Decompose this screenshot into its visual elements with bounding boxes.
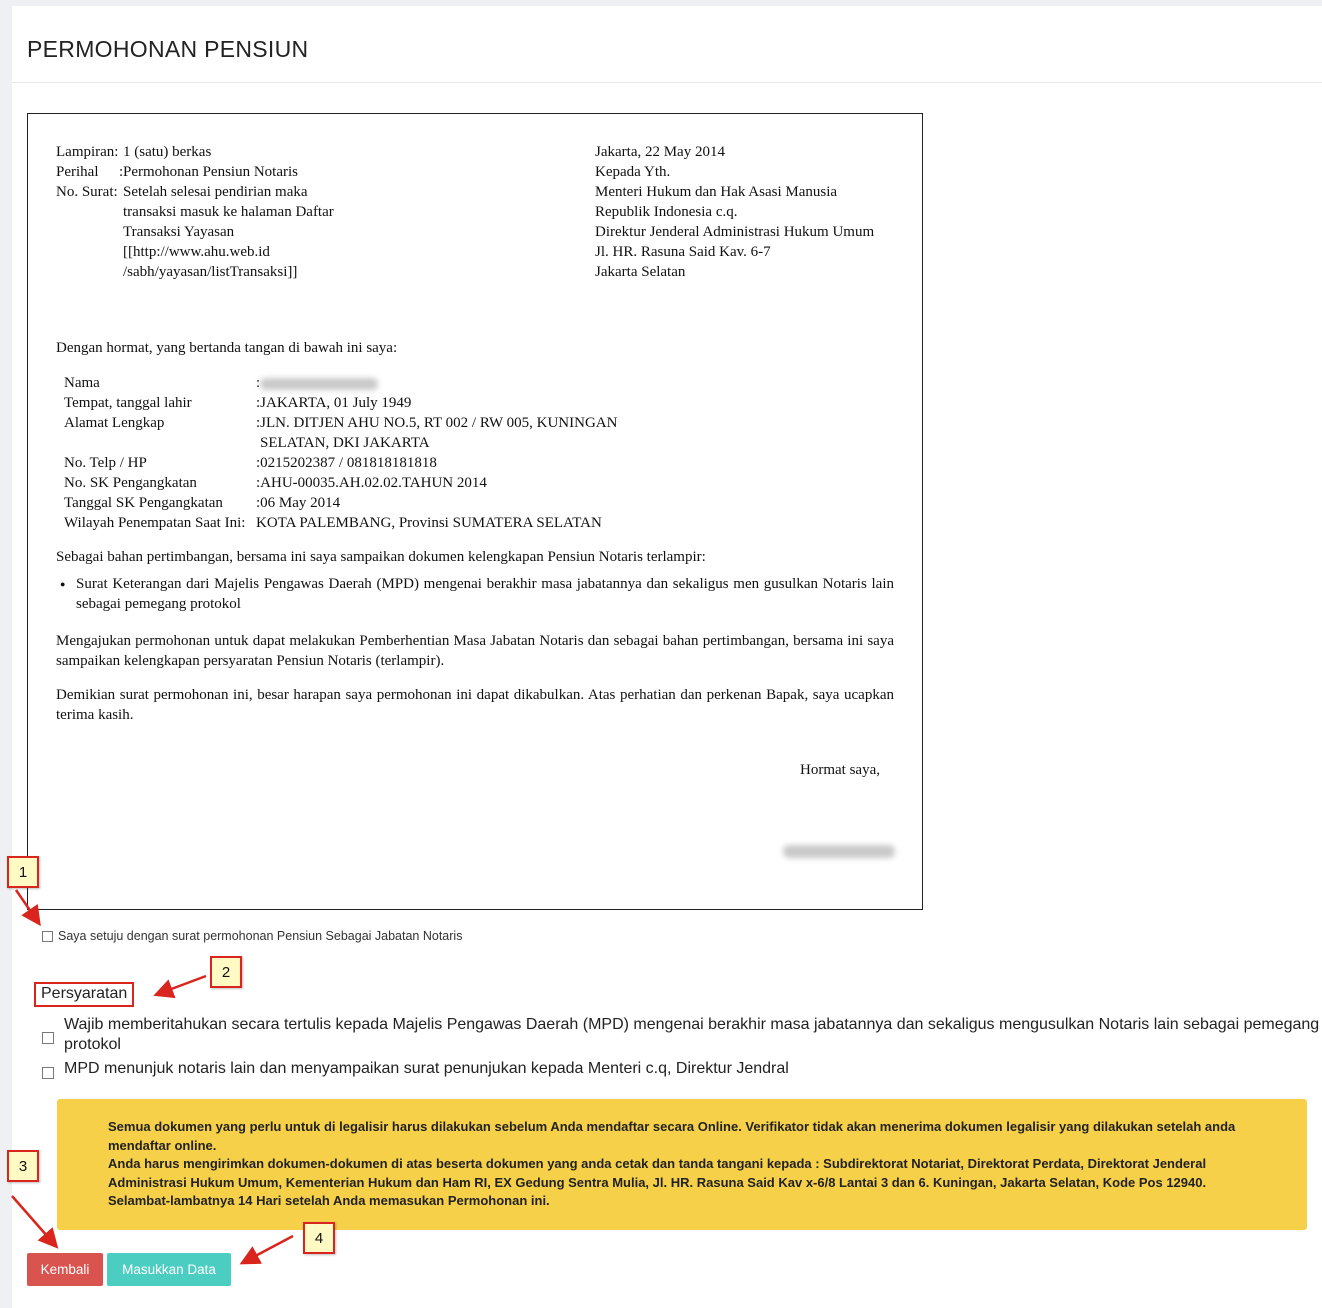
callout-2: 2 <box>210 956 242 988</box>
requirement-item-1[interactable]: Wajib memberitahukan secara tertulis kepada Majelis Pengawas Daerah (MPD) mengenai berakhir masa jabatannya dan sekaligus mengusulkan Notaris lain sebagai pemegang protokol <box>42 1015 1322 1055</box>
notice-box <box>57 1099 1307 1230</box>
back-button[interactable]: Kembali <box>27 1253 103 1286</box>
letter-greeting: Dengan hormat, yang bertanda tangan di bawah ini saya: <box>56 340 398 356</box>
title-divider <box>12 82 1322 83</box>
letter-recipient: Jakarta, 22 May 2014 Kepada Yth. Menteri Hukum dan Hak Asasi Manusia Republik Indonesia c.q. Direktur Jenderal Administrasi Hukum Umum Jl. HR. Rasuna Said Kav. 6-7 Jakarta Selatan <box>595 142 915 282</box>
notice-line-3: Selambat-lambatnya 14 Hari setelah Anda memasukan Permohonan ini. <box>108 1193 550 1208</box>
callout-1: 1 <box>7 856 39 888</box>
requirement-checkbox-1[interactable] <box>42 1032 54 1044</box>
notice-line-1: Semua dokumen yang perlu untuk di legalisir harus dilakukan sebelum Anda mendaftar secara Online. Verifikator tidak akan menerima dokumen legalisir yang dilakukan setelah anda mendaftar online. <box>108 1119 1236 1153</box>
agree-label: Saya setuju dengan surat permohonan Pensiun Sebagai Jabatan Notaris <box>58 929 463 943</box>
letter-consideration: Sebagai bahan pertimbangan, bersama ini saya sampaikan dokumen kelengkapan Pensiun Notaris terlampir: <box>56 549 706 565</box>
requirement-item-2[interactable]: MPD menunjuk notaris lain dan menyampaikan surat penunjukan kepada Menteri c.q, Direktur Jendral <box>42 1059 1242 1079</box>
meta-perihal: Perihal : Permohonan Pensiun Notaris <box>56 164 298 180</box>
requirement-checkbox-2[interactable] <box>42 1067 54 1079</box>
callout-4: 4 <box>303 1222 335 1254</box>
letter-bullet: ● Surat Keterangan dari Majelis Pengawas Daerah (MPD) mengenai berakhir masa jabatannya dan sekaligus men gusulkan Notaris lain sebagai pemegang protokol <box>56 574 894 614</box>
letter-meta: Lampiran: 1 (satu) berkas Perihal : Permohonan Pensiun Notaris No. Surat: Setelah selesai pendirian maka transaksi masuk ke halaman Daftar Transaksi Yayasan [[http://www.ahu.web.id /sabh/yayasan/listTransaksi]] <box>56 142 376 282</box>
redacted-name <box>260 378 378 390</box>
agree-checkbox-row[interactable] <box>42 929 462 943</box>
meta-no-surat: No. Surat: Setelah selesai pendirian maka <box>56 184 308 200</box>
detail-nama: Nama : <box>64 373 664 393</box>
agree-checkbox[interactable] <box>42 931 53 942</box>
page-title: PERMOHONAN PENSIUN <box>27 36 309 62</box>
letter-details: Nama : Tempat, tanggal lahir :JAKARTA, 01 July 1949 Alamat Lengkap :JLN. DITJEN AHU NO.5, RT 002 / RW 005, KUNINGAN SELATAN, DKI JAKARTA No. Telp / HP :0215202387 / 081818181818 No. SK Pengangkatan :AHU-00035.AH.02.02.TAHUN 2014 Tanggal SK Pengangkatan :06 May 2014 Wilayah Penempatan Saat Ini: KOTA PALEMBANG, Provinsi SUMATERA SELATAN <box>64 373 664 533</box>
redacted-signature-name <box>783 845 895 858</box>
letter-paragraph-1: Mengajukan permohonan untuk dapat melakukan Pemberhentian Masa Jabatan Notaris dan sebagai bahan pertimbangan, bersama ini saya sampaikan kelengkapan persyaratan Pensiun Notaris (terlampir). <box>56 633 894 669</box>
submit-data-button[interactable]: Masukkan Data <box>107 1253 231 1286</box>
letter-paragraph-2: Demikian surat permohonan ini, besar harapan saya permohonan ini dapat dikabulkan. Atas perhatian dan perkenan Bapak, saya ucapkan terima kasih. <box>56 687 894 723</box>
meta-lampiran: Lampiran: 1 (satu) berkas <box>56 144 212 160</box>
notice-line-2: Anda harus mengirimkan dokumen-dokumen di atas beserta dokumen yang anda cetak dan tanda tangani kepada : Subdirektorat Notariat, Direktorat Perdata, Direktorat Jenderal Administrasi Hukum Umum, Kementerian Hukum dan Ham RI, EX Gedung Sentra Mulia, Jl. HR. Rasuna Said Kav x-6/8 Lantai 3 dan 6. Kuningan, Jakarta Selatan, Kode Pos 12940. <box>108 1156 1207 1190</box>
letter-date: Jakarta, 22 May 2014 <box>595 144 725 160</box>
letter-preview <box>27 113 923 910</box>
letter-closing: Hormat saya, <box>800 762 880 778</box>
requirements-title: Persyaratan <box>34 982 134 1007</box>
callout-3: 3 <box>7 1150 39 1182</box>
